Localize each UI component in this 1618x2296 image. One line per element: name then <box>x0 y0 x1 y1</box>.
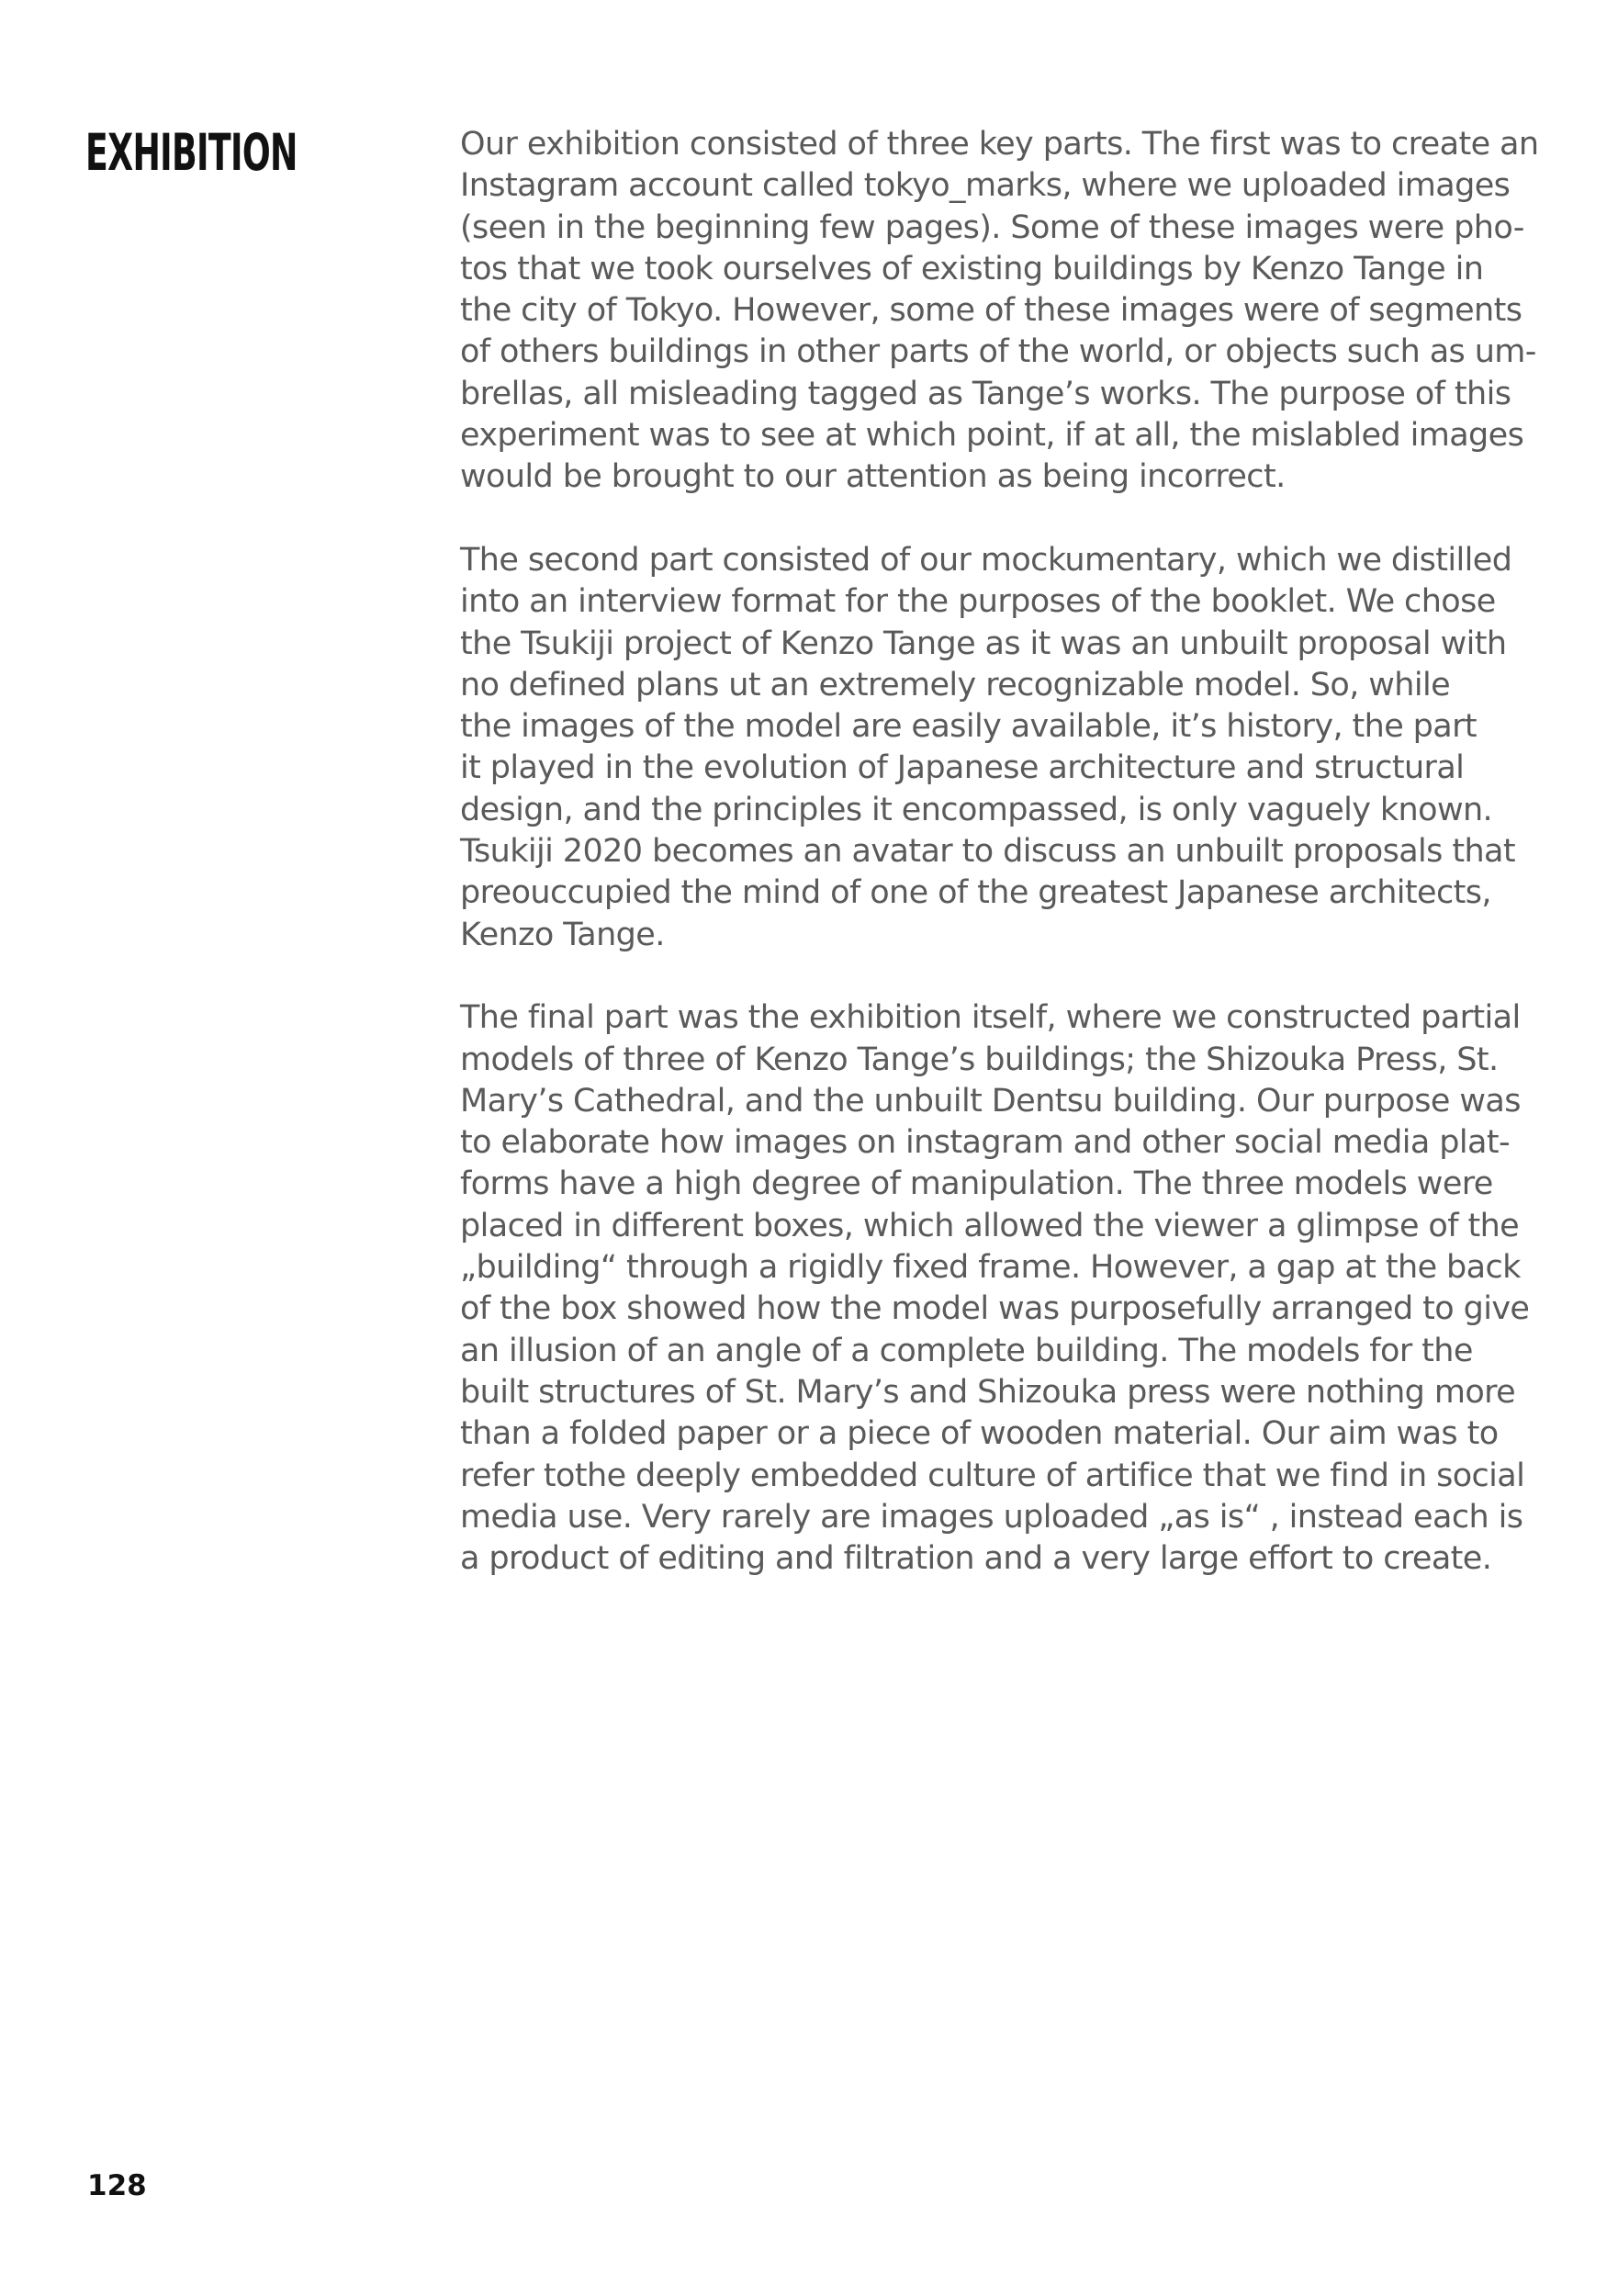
text-line: into an interview format for the purposes of the booklet. We chose <box>460 583 1496 621</box>
text-line: forms have a high degree of manipulation. The three models were <box>460 1165 1493 1203</box>
text-line: „building“ through a rigidly fixed frame. However, a gap at the back <box>460 1249 1521 1287</box>
text-line: of others buildings in other parts of the world, or objects such as um- <box>460 333 1536 371</box>
text-line: Kenzo Tange. <box>460 916 665 953</box>
text-line: the Tsukiji project of Kenzo Tange as it was an unbuilt proposal with <box>460 625 1507 662</box>
text-line: a product of editing and filtration and a very large effort to create. <box>460 1540 1492 1578</box>
text-line: preouccupied the mind of one of the greatest Japanese architects, <box>460 874 1491 912</box>
text-line: to elaborate how images on instagram and other social media plat- <box>460 1124 1510 1162</box>
text-line: brellas, all misleading tagged as Tange’s works. The purpose of this <box>460 375 1511 412</box>
text-line: The final part was the exhibition itself, where we constructed partial <box>460 999 1521 1037</box>
text-line: Mary’s Cathedral, and the unbuilt Dentsu building. Our purpose was <box>460 1082 1521 1120</box>
text-line: models of three of Kenzo Tange’s buildings; the Shizouka Press, St. <box>460 1041 1499 1078</box>
text-line: tos that we took ourselves of existing buildings by Kenzo Tange in <box>460 250 1484 287</box>
text-line: Tsukiji 2020 becomes an avatar to discuss an unbuilt proposals that <box>460 833 1516 871</box>
paragraph-1 <box>460 124 1544 499</box>
text-line: refer tothe deeply embedded culture of artifice that we find in social <box>460 1457 1525 1494</box>
text-line: an illusion of an angle of a complete building. The models for the <box>460 1332 1473 1369</box>
text-line: design, and the principles it encompassed, is only vaguely known. <box>460 791 1493 828</box>
text-line: it played in the evolution of Japanese architecture and structural <box>460 749 1465 787</box>
text-line: media use. Very rarely are images uploaded „as is“ , instead each is <box>460 1498 1523 1536</box>
text-line: (seen in the beginning few pages). Some of these images were pho- <box>460 208 1524 246</box>
text-line: The second part consisted of our mockumentary, which we distilled <box>460 541 1512 579</box>
text-line: than a folded paper or a piece of wooden material. Our aim was to <box>460 1415 1499 1453</box>
page-number: 128 <box>87 2169 147 2202</box>
text-line: built structures of St. Mary’s and Shizouka press were nothing more <box>460 1373 1516 1411</box>
paragraph-3 <box>460 997 1544 1580</box>
text-line: the city of Tokyo. However, some of these images were of segments <box>460 292 1522 330</box>
text-line: would be brought to our attention as being incorrect. <box>460 458 1286 496</box>
text-line: no defined plans ut an extremely recognizable model. So, while <box>460 666 1451 703</box>
paragraph-2 <box>460 540 1544 956</box>
text-line: Our exhibition consisted of three key parts. The first was to create an <box>460 126 1539 163</box>
text-line: of the box showed how the model was purposefully arranged to give <box>460 1290 1530 1328</box>
text-line: Instagram account called tokyo_marks, where we uploaded images <box>460 167 1511 205</box>
text-line: the images of the model are easily available, it’s history, the part <box>460 708 1478 746</box>
section-heading: EXHIBITION <box>85 123 298 182</box>
body-text <box>460 124 1544 1622</box>
text-line: placed in different boxes, which allowed the viewer a glimpse of the <box>460 1207 1520 1244</box>
text-line: experiment was to see at which point, if at all, the mislabled images <box>460 417 1524 455</box>
